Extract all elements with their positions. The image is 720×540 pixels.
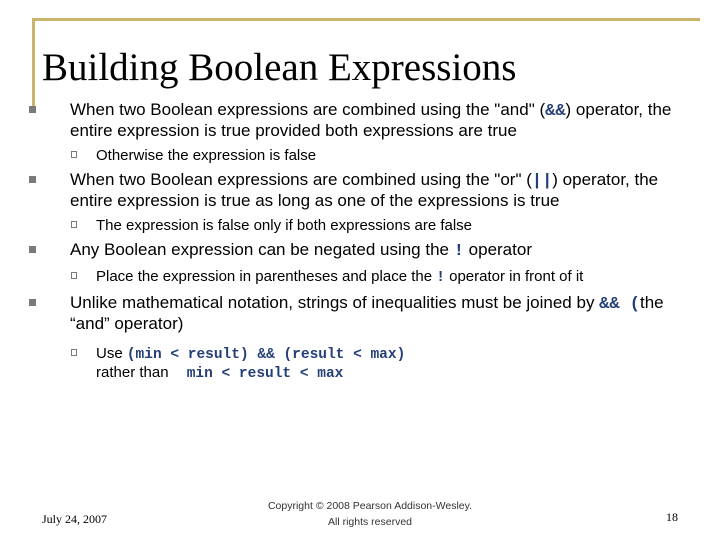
and-operator-code: && (	[599, 295, 640, 314]
slide-title: Building Boolean Expressions	[42, 46, 517, 89]
frame-horizontal-rule	[32, 18, 700, 21]
sub-bullet-negation: Place the expression in parentheses and place the ! operator in front of it	[96, 268, 686, 287]
bullet-negation: Any Boolean expression can be negated using the ! operator	[70, 240, 680, 261]
not-operator-code: !	[453, 242, 464, 261]
footer-copyright: Copyright © 2008 Pearson Addison-Wesley. All rights reserved	[267, 500, 473, 528]
square-bullet-icon	[29, 176, 36, 183]
square-bullet-icon	[29, 106, 36, 113]
footer-date: July 24, 2007	[42, 512, 108, 526]
hollow-square-bullet-icon	[71, 272, 77, 279]
hollow-square-bullet-icon	[71, 151, 77, 158]
sub-bullet-inequality-example: Use (min < result) && (result < max) rather than min < result < max	[96, 345, 686, 383]
page-number: 18	[666, 510, 678, 524]
sub-bullet-and-false: Otherwise the expression is false	[96, 147, 686, 164]
hollow-square-bullet-icon	[71, 221, 77, 228]
bullet-or-operator: When two Boolean expressions are combined using the "or" (||) operator, the entire expression is true as long as one of the expressions is true	[70, 170, 680, 210]
incorrect-inequality-code: min < result < max	[186, 366, 344, 382]
not-operator-code: !	[436, 270, 445, 286]
correct-inequality-code: (min < result) && (result < max)	[126, 347, 406, 363]
and-operator-code: &&	[545, 102, 566, 121]
hollow-square-bullet-icon	[71, 349, 77, 356]
slide-body	[0, 94, 720, 385]
square-bullet-icon	[29, 299, 36, 306]
bullet-inequalities: Unlike mathematical notation, strings of inequalities must be joined by && (the “and” operator)	[70, 293, 680, 333]
sub-bullet-or-false: The expression is false only if both expressions are false	[96, 217, 686, 234]
or-operator-code: ||	[531, 172, 553, 191]
bullet-and-operator: When two Boolean expressions are combined using the "and" (&&) operator, the entire expression is true provided both expressions are true	[70, 100, 680, 140]
square-bullet-icon	[29, 246, 36, 253]
